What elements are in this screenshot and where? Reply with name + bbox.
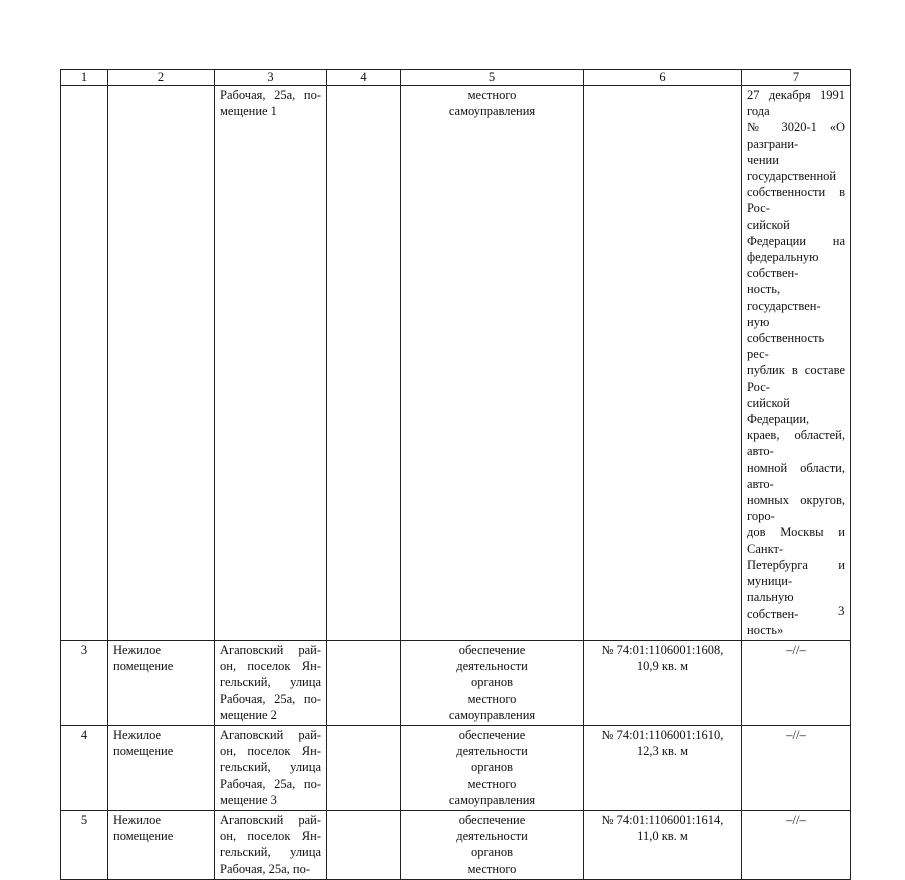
object-type-cell [108,810,215,879]
object-type-cell-line: Нежилое [113,727,162,742]
address-cell-line: гельский, улица [220,675,321,690]
table-row [61,810,851,879]
basis-cell-line: федеральную собствен- [747,250,819,281]
purpose-cell [401,810,584,879]
cadastre-cell [584,725,742,810]
object-type-cell [108,86,215,641]
row-number-cell: 4 [61,725,108,810]
purpose-cell-line: местного [467,88,517,102]
cadastre-cell-line: № 74:01:1106001:1614, [601,812,724,827]
table-row [61,640,851,725]
purpose-cell [401,640,584,725]
basis-cell-line: публик в составе Рос- [747,363,845,394]
basis-cell-line: –//– [786,727,806,742]
basis-cell-line: сийской Федерации, [747,395,810,427]
object-type-cell [108,640,215,725]
address-cell-line: мещение 2 [220,707,277,722]
purpose-cell-line: местного [467,691,517,706]
purpose-cell-line: органов [470,760,514,775]
basis-cell [742,640,851,725]
header-cell-7: 7 [742,70,851,86]
object-type-cell-line: Нежилое [113,812,162,827]
column-4-cell [327,810,401,879]
cadastre-cell [584,640,742,725]
cadastre-cell-line: № 74:01:1106001:1608, [601,642,724,657]
purpose-cell-line: деятельности [456,744,528,759]
basis-cell-line: чении государственной [747,152,837,184]
basis-cell [742,86,851,641]
cadastre-cell-line: 10,9 кв. м [636,659,689,674]
table-row [61,725,851,810]
purpose-cell-line: местного [467,776,517,791]
purpose-cell-line: самоуправления [448,707,536,722]
object-type-cell-line: помещение [113,744,174,759]
header-cell-6: 6 [584,70,742,86]
cadastre-cell-line: 11,0 кв. м [637,829,688,844]
basis-cell-line: пальную собствен- [747,590,799,621]
cadastre-cell [584,86,742,641]
basis-cell-line: –//– [786,642,806,657]
basis-cell-line: № 3020-1 «О разграни- [747,120,845,151]
address-cell-line: Рабочая, 25а, по- [220,861,311,876]
purpose-cell-line: органов [470,675,514,690]
address-cell-line: он, поселок Ян- [220,829,321,844]
address-cell-line: мещение 1 [220,104,277,119]
basis-cell-line: сийской Федерации на [747,217,845,248]
object-type-cell-line: Нежилое [113,642,162,657]
address-cell-line: Рабочая, 25а, по- [220,776,321,791]
header-cell-4: 4 [327,70,401,86]
row-number-cell: 3 [61,640,108,725]
purpose-cell-line: деятельности [456,829,528,844]
address-cell-line: Агаповский рай- [220,642,321,657]
purpose-cell-line: органов [470,845,514,860]
column-4-cell [327,86,401,641]
purpose-cell-line: самоуправления [448,104,536,119]
column-4-cell [327,725,401,810]
object-type-cell-line: помещение [113,659,174,674]
header-cell-2: 2 [108,70,215,86]
address-cell-line: мещение 3 [220,792,277,807]
header-row [61,70,851,86]
basis-cell-line: номных округов, горо- [747,493,845,524]
basis-cell-line: номной области, авто- [747,460,845,491]
basis-cell-line: –//– [786,812,806,827]
purpose-cell [401,86,584,641]
address-cell-line: Рабочая, 25а, по- [220,88,321,102]
address-cell-line: он, поселок Ян- [220,659,321,674]
purpose-cell-line: обеспечение [458,727,526,742]
object-type-cell-line: помещение [113,829,174,844]
header-cell-5: 5 [401,70,584,86]
basis-cell-line: ность, государствен- [747,282,821,313]
basis-cell-line: краев, областей, авто- [747,428,845,459]
table-row [61,86,851,641]
purpose-cell [401,725,584,810]
purpose-cell-line: деятельности [456,659,528,674]
row-number-cell: 5 [61,810,108,879]
cadastre-cell [584,810,742,879]
address-cell [215,810,327,879]
address-cell-line: Агаповский рай- [220,727,321,742]
row-number-cell [61,86,108,641]
purpose-cell-line: обеспечение [458,812,526,827]
basis-cell-line: ность» [747,622,784,637]
address-cell-line: гельский, улица [220,845,321,860]
basis-cell-line: ную собственность рес- [747,314,825,362]
basis-cell-line: дов Москвы и Санкт- [747,525,845,556]
cadastre-cell-line: 12,3 кв. м [636,744,689,759]
page-number: 3 [838,603,845,618]
address-cell [215,725,327,810]
basis-cell-line: Петербурга и муници- [747,557,845,589]
object-type-cell [108,725,215,810]
address-cell [215,640,327,725]
address-cell-line: он, поселок Ян- [220,744,321,759]
basis-cell [742,810,851,879]
address-cell-line: Рабочая, 25а, по- [220,691,321,706]
address-cell-line: Агаповский рай- [220,812,321,827]
purpose-cell-line: обеспечение [458,642,526,657]
column-4-cell [327,640,401,725]
basis-cell-line: 27 декабря 1991 года [747,88,845,119]
purpose-cell-line: местного [467,861,517,876]
address-cell-line: гельский, улица [220,760,321,775]
purpose-cell-line: самоуправления [448,792,536,807]
header-cell-1: 1 [61,70,108,86]
header-cell-3: 3 [215,70,327,86]
address-cell [215,86,327,641]
property-table [60,69,851,880]
basis-cell-line: собственности в Рос- [747,185,845,216]
cadastre-cell-line: № 74:01:1106001:1610, [601,727,724,742]
basis-cell [742,725,851,810]
